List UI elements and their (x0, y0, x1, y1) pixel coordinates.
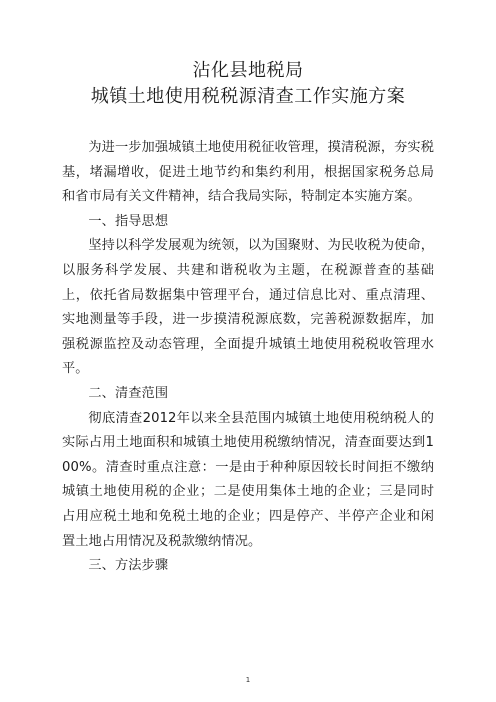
section-heading-guiding-ideology: 一、指导思想 (88, 213, 169, 229)
page-number: 1 (245, 676, 251, 684)
section-paragraph-scope: 彻底清查2012年以来全县范围内城镇土地使用税纳税人的实际占用土地面积和城镇土地使用税缴纳情况，清查面要达到100%。清查时重点注意：一是由于种种原因较长时间拒不缴纳城镇土地使用税的企业；二是使用集体土地的企业；三是同时占用应税土地和免税土地的企业；四是停产、半停产企业和闲置土地占用情况及税款缴纳情况。 (62, 410, 434, 549)
doc-title: 城镇土地使用税税源清查工作实施方案 (90, 86, 406, 107)
section-paragraph-guiding-ideology: 坚持以科学发展观为统领，以为国聚财、为民收税为使命，以服务科学发展、共建和谐税收为主题，在税源普查的基础上，依托省局数据集中管理平台，通过信息比对、重点清理、实地测量等手段，进一步摸清税源底数，完善税源数据库，加强税源监控及动态管理，全面提升城镇土地使用税税收管理水平。 (62, 238, 434, 377)
title-block (62, 58, 434, 110)
section-heading-methods: 三、方法步骤 (88, 558, 169, 574)
document-body (62, 136, 434, 579)
section-heading-scope: 二、清查范围 (88, 385, 169, 401)
intro-paragraph: 为进一步加强城镇土地使用税征收管理，摸清税源，夯实税基，堵漏增收，促进土地节约和集约利用，根据国家税务总局和省市局有关文件精神，结合我局实际，特制定本实施方案。 (62, 140, 434, 205)
org-title: 沾化县地税局 (192, 60, 304, 81)
